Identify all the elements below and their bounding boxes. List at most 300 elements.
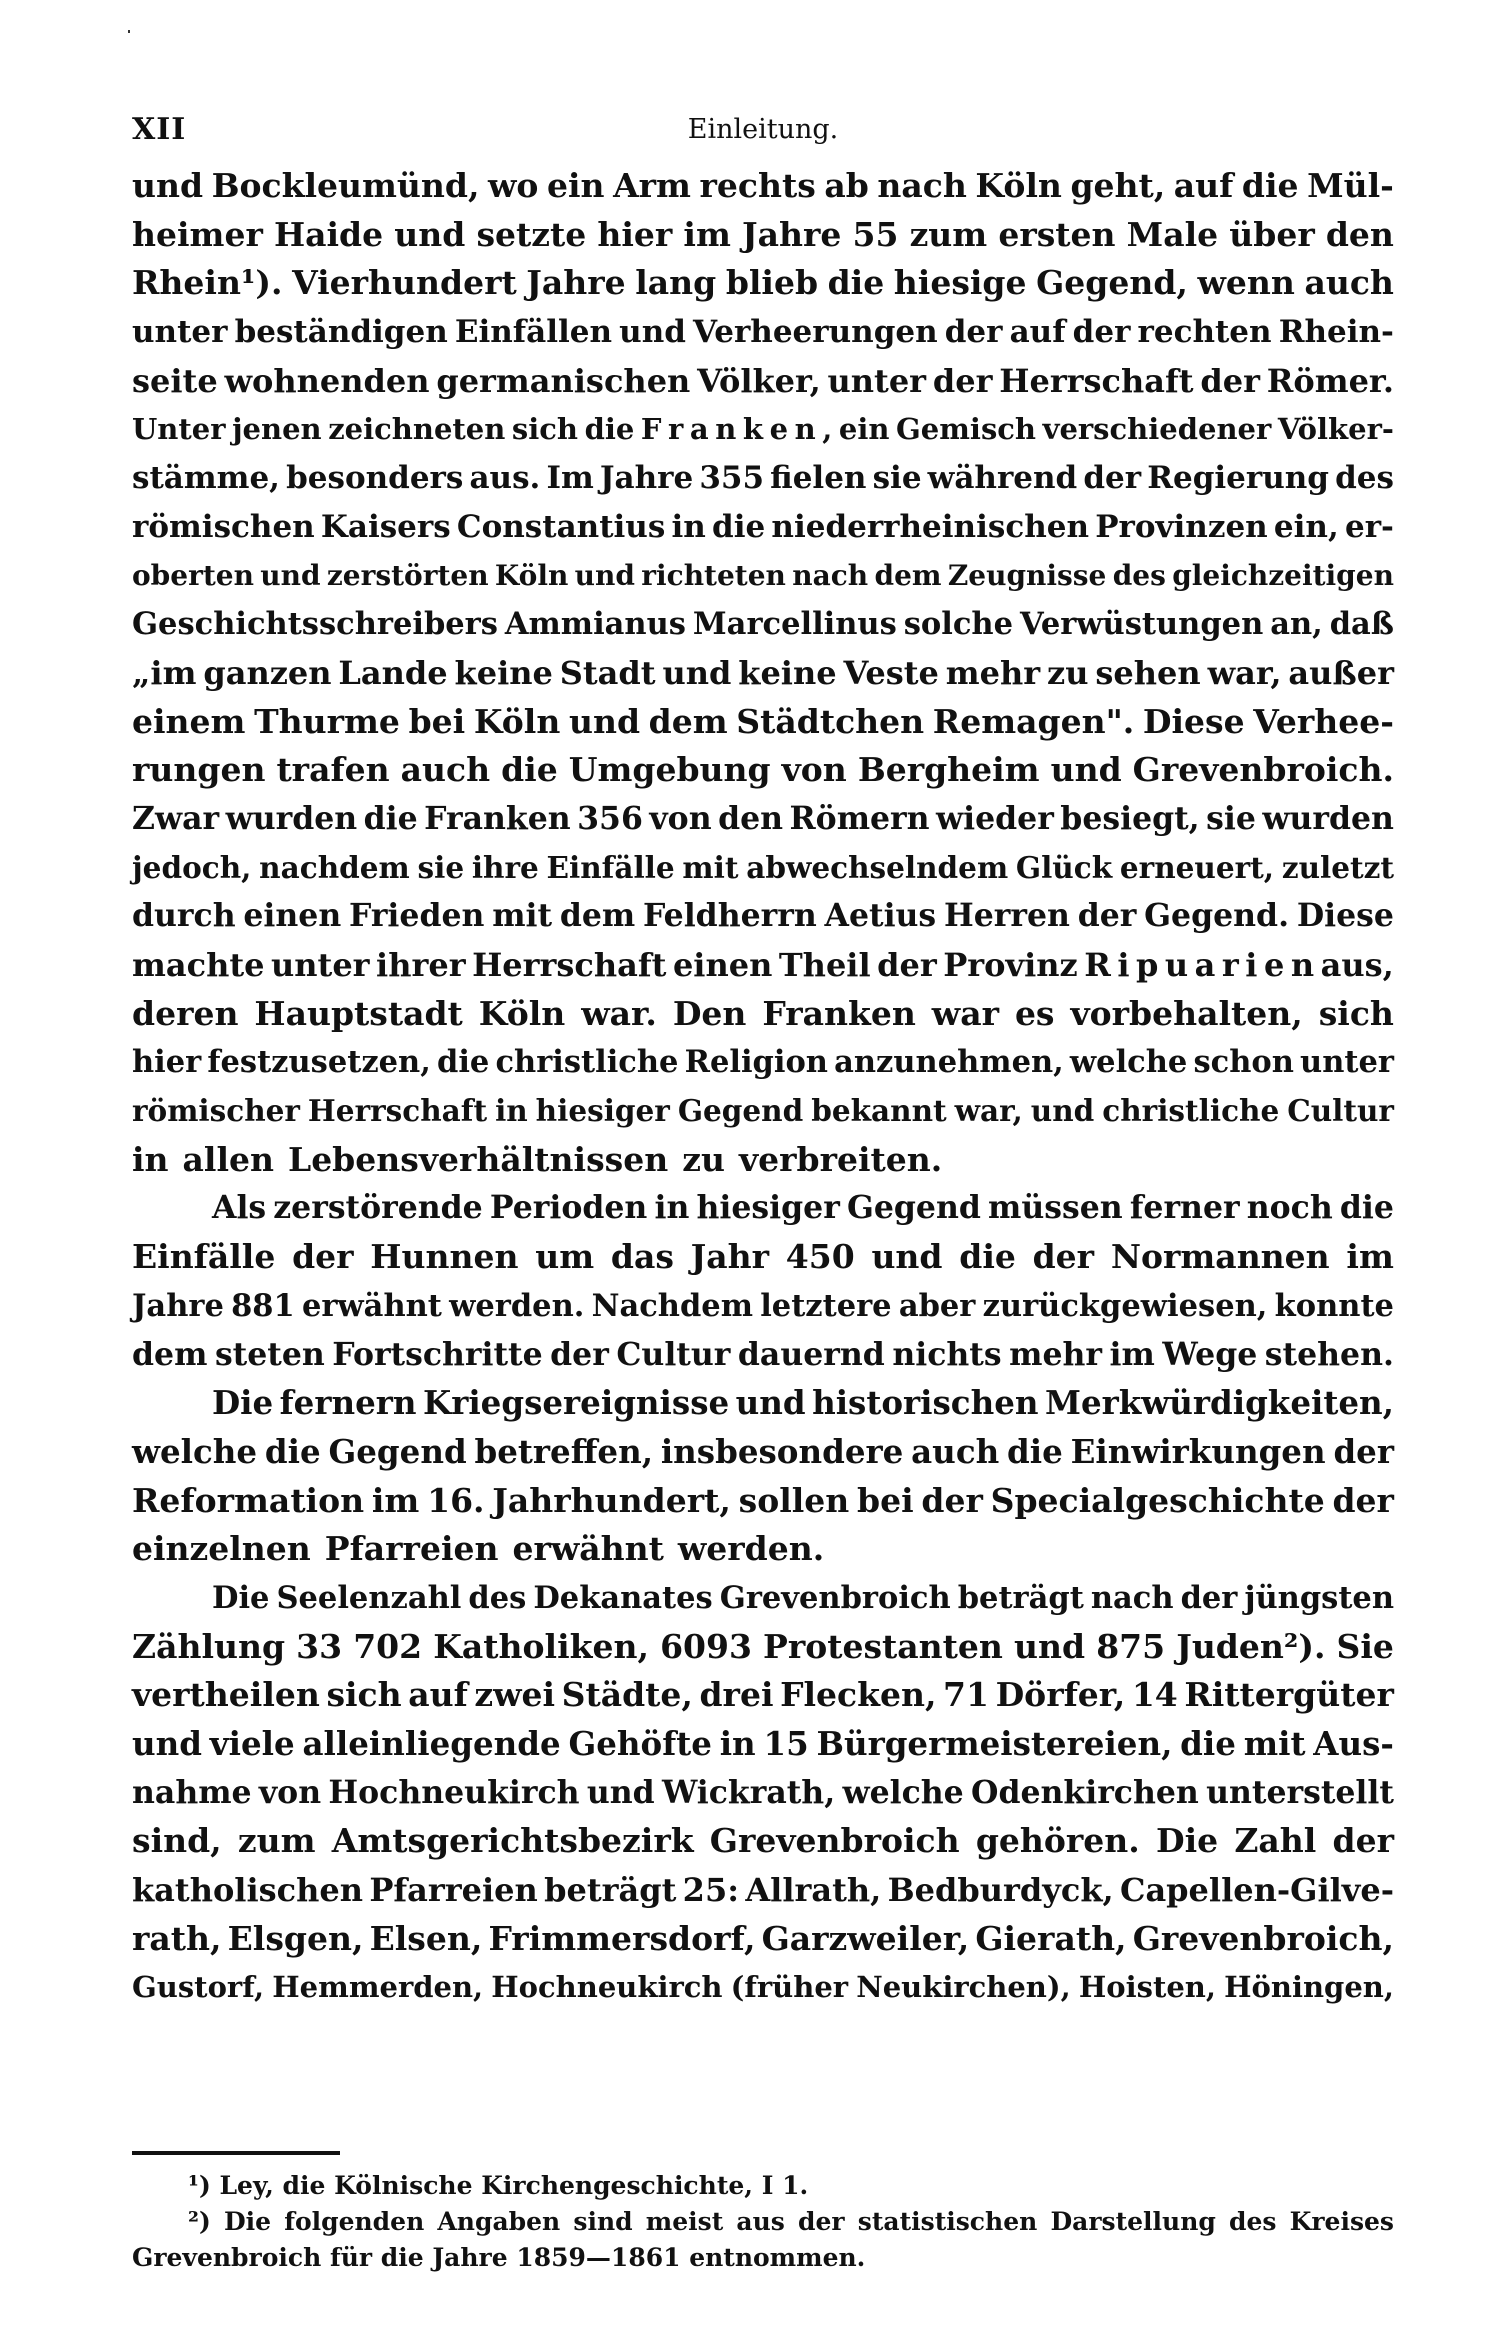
word: Garzweiler, <box>761 1918 970 1958</box>
word: insbesondere <box>660 1431 904 1471</box>
word: Als <box>212 1189 267 1227</box>
word: sich <box>511 412 579 447</box>
word: viele <box>209 1724 295 1763</box>
footnote-2 <box>132 2204 1394 2240</box>
word: über <box>1229 214 1315 254</box>
word: 881 <box>231 1287 295 1324</box>
word: Frimmersdorf, <box>488 1918 756 1958</box>
word: der <box>1332 1821 1394 1861</box>
word: Verwüstungen <box>1019 606 1264 643</box>
word: Römern <box>789 799 930 837</box>
word: Herrschaft <box>472 946 667 984</box>
body-text <box>132 162 1394 2012</box>
word: rath, <box>132 1918 222 1958</box>
word: auf <box>1173 166 1234 205</box>
word: Zwar <box>132 799 220 837</box>
text-line <box>132 941 1394 990</box>
word: e <box>769 412 789 447</box>
word: christliche <box>1102 1093 1280 1129</box>
word: Bockleumünd, <box>211 166 480 205</box>
word: ein <box>546 166 605 205</box>
word: drei <box>699 1675 774 1715</box>
word: in <box>495 1093 528 1129</box>
word: n <box>794 412 816 447</box>
word: Grevenbroich <box>719 1579 951 1616</box>
word: war, <box>954 1093 1023 1129</box>
word: hier <box>132 1044 202 1081</box>
word: blieb <box>725 263 819 303</box>
word: unter <box>132 314 228 351</box>
word: Jahre <box>132 1287 224 1324</box>
word: Gierath, <box>975 1918 1127 1958</box>
word: auf <box>408 1675 468 1715</box>
word: solche <box>903 606 1013 643</box>
word: lang <box>635 263 717 303</box>
word: dauernd <box>737 1335 885 1373</box>
word: Arm <box>613 166 691 205</box>
text-line <box>132 746 1394 795</box>
word: und <box>260 558 321 592</box>
word: rungen <box>132 750 266 790</box>
word: wenn <box>1197 263 1295 303</box>
word: 875 <box>1096 1626 1166 1666</box>
word: und <box>1030 1093 1095 1129</box>
word: Mül- <box>1307 166 1394 205</box>
word: folgenden <box>284 2207 425 2236</box>
word: und <box>574 558 635 592</box>
word: e <box>1263 946 1285 984</box>
word: der <box>1200 361 1260 400</box>
word: Herrschaft <box>307 1093 488 1129</box>
word: Provinz <box>943 946 1078 984</box>
text-line <box>132 454 1394 503</box>
word: Thurme <box>254 701 400 741</box>
text-line <box>132 1282 1394 1331</box>
text-line <box>132 503 1394 552</box>
word: Die <box>223 2207 272 2236</box>
word: historischen <box>812 1383 1039 1423</box>
word: Odenkirchen <box>971 1773 1199 1811</box>
word: sich <box>326 1675 402 1715</box>
word: Gehöfte <box>568 1724 712 1763</box>
word: in <box>654 1189 690 1227</box>
word: im <box>1346 1237 1394 1277</box>
word: beträgt <box>544 1871 677 1910</box>
word: steten <box>214 1335 325 1373</box>
word: Pfarreien <box>369 1871 538 1910</box>
word: unter <box>1300 1044 1394 1081</box>
word: abwechselndem <box>746 849 1009 885</box>
word: stehen. <box>1264 1335 1394 1373</box>
word: Hemmerden, <box>272 1970 484 2005</box>
word: Jahr <box>690 1237 770 1277</box>
word: Gegend <box>328 1431 467 1471</box>
word: ein, <box>1273 508 1339 545</box>
word: Ammianus <box>504 606 686 643</box>
word: Hochneukirch <box>491 1970 723 2005</box>
word: bei <box>408 701 466 741</box>
word: besiegt, <box>1060 799 1200 837</box>
word: Wickrath, <box>661 1773 836 1811</box>
word: auf <box>1009 314 1066 351</box>
word: sind <box>573 2207 633 2236</box>
text-line <box>132 1720 1394 1769</box>
word: allen <box>182 1139 274 1179</box>
word: der <box>1077 897 1137 935</box>
word: wurden <box>1262 799 1394 837</box>
word: verbreiten. <box>738 1139 943 1179</box>
word: hiesiger <box>535 1093 670 1129</box>
word: einzelnen <box>132 1529 311 1569</box>
word: des <box>1335 460 1394 497</box>
word: 702 <box>353 1626 423 1666</box>
word: nichts <box>892 1335 1002 1373</box>
word: 14 <box>1131 1675 1178 1715</box>
word: Cultur <box>1287 1093 1394 1129</box>
word: die <box>501 750 558 790</box>
word: machte <box>132 946 265 984</box>
word: Allrath, <box>745 1871 882 1910</box>
word: und <box>1050 750 1122 790</box>
word: k <box>742 412 763 447</box>
word: und <box>394 214 466 254</box>
word: mehr <box>1009 1335 1102 1373</box>
text-line <box>132 1379 1394 1428</box>
word: Den <box>672 993 747 1033</box>
word: die <box>1241 166 1299 205</box>
word: aus <box>736 2207 785 2236</box>
word: und <box>735 1383 806 1423</box>
word: der <box>550 1335 609 1373</box>
word: Regierung <box>1147 460 1329 497</box>
word: mit <box>1243 1724 1306 1763</box>
text-line <box>132 1525 1394 1574</box>
word: r <box>1221 946 1239 984</box>
word: die <box>437 1044 490 1081</box>
word: wohnenden <box>224 361 430 400</box>
word: oberten <box>132 558 254 592</box>
word: die <box>827 263 885 303</box>
text-line <box>132 1915 1394 1964</box>
text-line <box>132 1136 1394 1185</box>
word: der <box>1332 1480 1394 1520</box>
word: Rhein¹). <box>132 263 283 303</box>
word: zerstörten <box>326 558 489 592</box>
word: Wege <box>1162 1335 1258 1373</box>
word: 55 <box>852 214 899 254</box>
word: rechten <box>1137 314 1272 351</box>
word: Diese <box>1296 897 1394 935</box>
text-line <box>132 1866 1394 1915</box>
word: Köln <box>478 993 566 1033</box>
word: Hunnen <box>370 1237 519 1277</box>
word: zu <box>682 1139 725 1179</box>
word: und <box>1014 1626 1086 1666</box>
word: Gemisch <box>896 412 1037 447</box>
word: richteten <box>641 558 786 592</box>
word: auch <box>1304 263 1394 303</box>
word: Einfällen <box>454 314 613 351</box>
word: jenen <box>232 412 322 447</box>
word: letztere <box>760 1287 892 1324</box>
word: war. <box>581 993 657 1033</box>
word: Gegend <box>846 1189 981 1227</box>
word: der <box>1083 460 1142 497</box>
word: ferner <box>1129 1189 1240 1227</box>
word: Hoisten, <box>1078 1970 1216 2005</box>
word: unter <box>827 361 927 400</box>
word: der <box>932 361 993 400</box>
word: das <box>610 1237 674 1277</box>
word: germanischen <box>436 361 691 400</box>
word: Rhein- <box>1278 314 1394 351</box>
word: Jahre <box>526 263 626 303</box>
word: sie <box>1206 799 1256 837</box>
word: auch <box>400 750 491 790</box>
word: fielen <box>770 460 867 497</box>
word: Grevenbroich <box>709 1821 960 1861</box>
footnote-2-continuation: Grevenbroich für die Jahre 1859—1861 entnommen. <box>132 2243 866 2272</box>
text-line <box>132 698 1394 747</box>
word: Constantius <box>456 508 666 545</box>
word: des <box>1112 558 1166 592</box>
word: aber <box>898 1287 976 1324</box>
word: dem <box>132 1335 208 1373</box>
word: keine <box>738 653 837 692</box>
text-line <box>132 892 1394 941</box>
word: die <box>363 799 418 837</box>
word: war <box>931 993 999 1033</box>
word: Herren <box>943 897 1070 935</box>
word: nahme <box>132 1773 252 1811</box>
word: Die <box>212 1383 274 1423</box>
text-line <box>132 1184 1394 1233</box>
word: der <box>798 2207 845 2236</box>
word: Verhee- <box>1253 701 1394 741</box>
word: Normannen <box>1110 1237 1330 1277</box>
word: Male <box>1126 214 1219 254</box>
word: gleichzeitigen <box>1172 558 1394 592</box>
word: der <box>292 1237 354 1277</box>
text-line <box>132 259 1394 308</box>
word: welche <box>1069 1044 1188 1081</box>
word: zum <box>237 1821 316 1861</box>
word: Lande <box>338 653 448 692</box>
text-line <box>132 1038 1394 1087</box>
word: die <box>959 1237 1016 1277</box>
word: im <box>371 1480 420 1520</box>
word: Zahl <box>1234 1821 1317 1861</box>
word: Angaben <box>437 2207 561 2236</box>
word: Cultur <box>616 1335 731 1373</box>
word: Völker- <box>1277 412 1394 447</box>
word: der <box>1032 1237 1095 1277</box>
word: werden. <box>449 1287 585 1324</box>
word: müssen <box>988 1189 1123 1227</box>
word: Veste <box>843 653 939 692</box>
word: die <box>264 1431 321 1471</box>
word: aus, <box>1320 946 1394 984</box>
word: Umgebung <box>568 750 771 790</box>
word: Neukirchen), <box>856 1970 1071 2005</box>
word: welche <box>842 1773 964 1811</box>
word: 71 <box>943 1675 989 1715</box>
word: Perioden <box>489 1189 648 1227</box>
word: n <box>1290 946 1315 984</box>
word: heimer <box>132 214 263 254</box>
page-number: XII <box>132 112 187 147</box>
word: des <box>468 1579 527 1616</box>
word: der <box>1072 314 1131 351</box>
word: und <box>619 314 686 351</box>
word: Jahre <box>599 460 694 497</box>
word: einen <box>672 946 773 984</box>
word: erneuert, <box>1119 849 1275 885</box>
text-line <box>132 405 1394 454</box>
word: Völker, <box>697 361 821 400</box>
word: Gustorf, <box>132 1970 265 2005</box>
word: fernern <box>279 1383 417 1423</box>
word: n <box>715 412 737 447</box>
word: Specialgeschichte <box>990 1480 1325 1520</box>
word: Kaisers <box>320 508 451 545</box>
word: hiesige <box>893 263 1027 303</box>
word: an, <box>1270 606 1323 643</box>
word: des <box>1229 2207 1277 2236</box>
word: dem <box>559 897 636 935</box>
word: sie <box>872 460 922 497</box>
word: Theil <box>778 946 871 984</box>
text-line <box>132 1817 1394 1866</box>
word: Sie <box>1336 1626 1394 1666</box>
word: Religion <box>684 1044 828 1081</box>
text-line <box>132 600 1394 649</box>
word: Köln <box>473 701 561 741</box>
word: nach <box>1090 1579 1174 1616</box>
word: er- <box>1344 508 1394 545</box>
word: wurden <box>225 799 358 837</box>
text-line <box>132 1087 1394 1136</box>
page-header <box>132 112 1394 152</box>
word: zwei <box>474 1675 556 1715</box>
word: einem <box>132 701 246 741</box>
word: christliche <box>495 1044 679 1081</box>
word: welche <box>132 1431 258 1471</box>
word: deren <box>132 993 239 1033</box>
word: um <box>535 1237 595 1277</box>
word: Gegend. <box>1144 897 1290 935</box>
word: Katholiken, <box>433 1626 649 1666</box>
word: Römer. <box>1266 361 1394 400</box>
word: Marcellinus <box>692 606 897 643</box>
word: die <box>1180 1724 1236 1763</box>
word: seite <box>132 361 218 400</box>
word: von <box>258 1773 322 1811</box>
word: alleinliegende <box>302 1724 561 1763</box>
word: Aus- <box>1313 1724 1394 1763</box>
word: Die <box>212 1579 270 1616</box>
word: keine <box>454 653 553 692</box>
word: Herrschaft <box>999 361 1194 400</box>
word: Köln <box>975 166 1062 205</box>
text-line <box>132 1428 1394 1477</box>
word: , <box>822 412 833 447</box>
word: katholischen <box>132 1871 363 1910</box>
word: ihrer <box>376 946 466 984</box>
word: a <box>1194 946 1216 984</box>
text-line <box>132 1963 1394 2012</box>
word: der <box>944 314 1003 351</box>
word: mit <box>682 849 739 885</box>
word: Geschichtsschreibers <box>132 606 498 643</box>
word: Frieden <box>349 897 485 935</box>
word: Höningen, <box>1224 1970 1394 2005</box>
word: Franken <box>762 993 916 1033</box>
word: war, <box>1207 653 1282 692</box>
word: Juden²). <box>1176 1626 1326 1666</box>
word: sie <box>417 849 465 885</box>
word: unter <box>271 946 370 984</box>
word: der <box>921 1480 983 1520</box>
word: (früher <box>730 1970 849 2005</box>
word: auch <box>911 1431 1000 1471</box>
word: Hochneukirch <box>328 1773 580 1811</box>
word: daß <box>1329 606 1394 643</box>
word: statistischen <box>857 2207 1038 2236</box>
word: konnte <box>1274 1287 1394 1324</box>
word: gehören. <box>975 1821 1140 1861</box>
word: 15 <box>763 1724 809 1763</box>
word: dem <box>874 558 942 592</box>
word: 16. <box>427 1480 485 1520</box>
word: niederrheinischen <box>771 508 1089 545</box>
word: mehr <box>945 653 1041 692</box>
word: im <box>1109 1335 1155 1373</box>
word: Rittergüter <box>1184 1675 1394 1715</box>
word: Im <box>546 460 594 497</box>
word: zurückgewiesen, <box>982 1287 1268 1324</box>
word: zum <box>909 214 988 254</box>
word: jedoch, <box>132 849 252 885</box>
word: a <box>689 412 709 447</box>
text-line <box>132 308 1394 357</box>
word: „im <box>132 653 197 692</box>
word: nach <box>792 558 869 592</box>
word: Vierhundert <box>292 263 517 303</box>
word: festzusetzen, <box>207 1044 431 1081</box>
word: nachdem <box>259 849 410 885</box>
text-line <box>132 990 1394 1039</box>
word: einen <box>243 897 342 935</box>
word: i <box>1117 946 1130 984</box>
word: Gegend, <box>1036 263 1188 303</box>
word: Unter <box>132 412 226 447</box>
word: römischen <box>132 508 315 545</box>
word: jüngsten <box>1244 1579 1394 1616</box>
text-line <box>132 1574 1394 1623</box>
word: Fortschritte <box>332 1335 543 1373</box>
word: Dörfer, <box>995 1675 1126 1715</box>
word: Städte, <box>561 1675 693 1715</box>
word: 25: <box>682 1871 740 1910</box>
word: geht, <box>1070 166 1166 205</box>
text-line <box>132 649 1394 698</box>
word: erwähnt <box>301 1287 442 1324</box>
word: trafen <box>276 750 390 790</box>
word: die <box>1339 1189 1394 1227</box>
word: verschiedener <box>1042 412 1272 447</box>
word: 356 <box>577 799 643 837</box>
